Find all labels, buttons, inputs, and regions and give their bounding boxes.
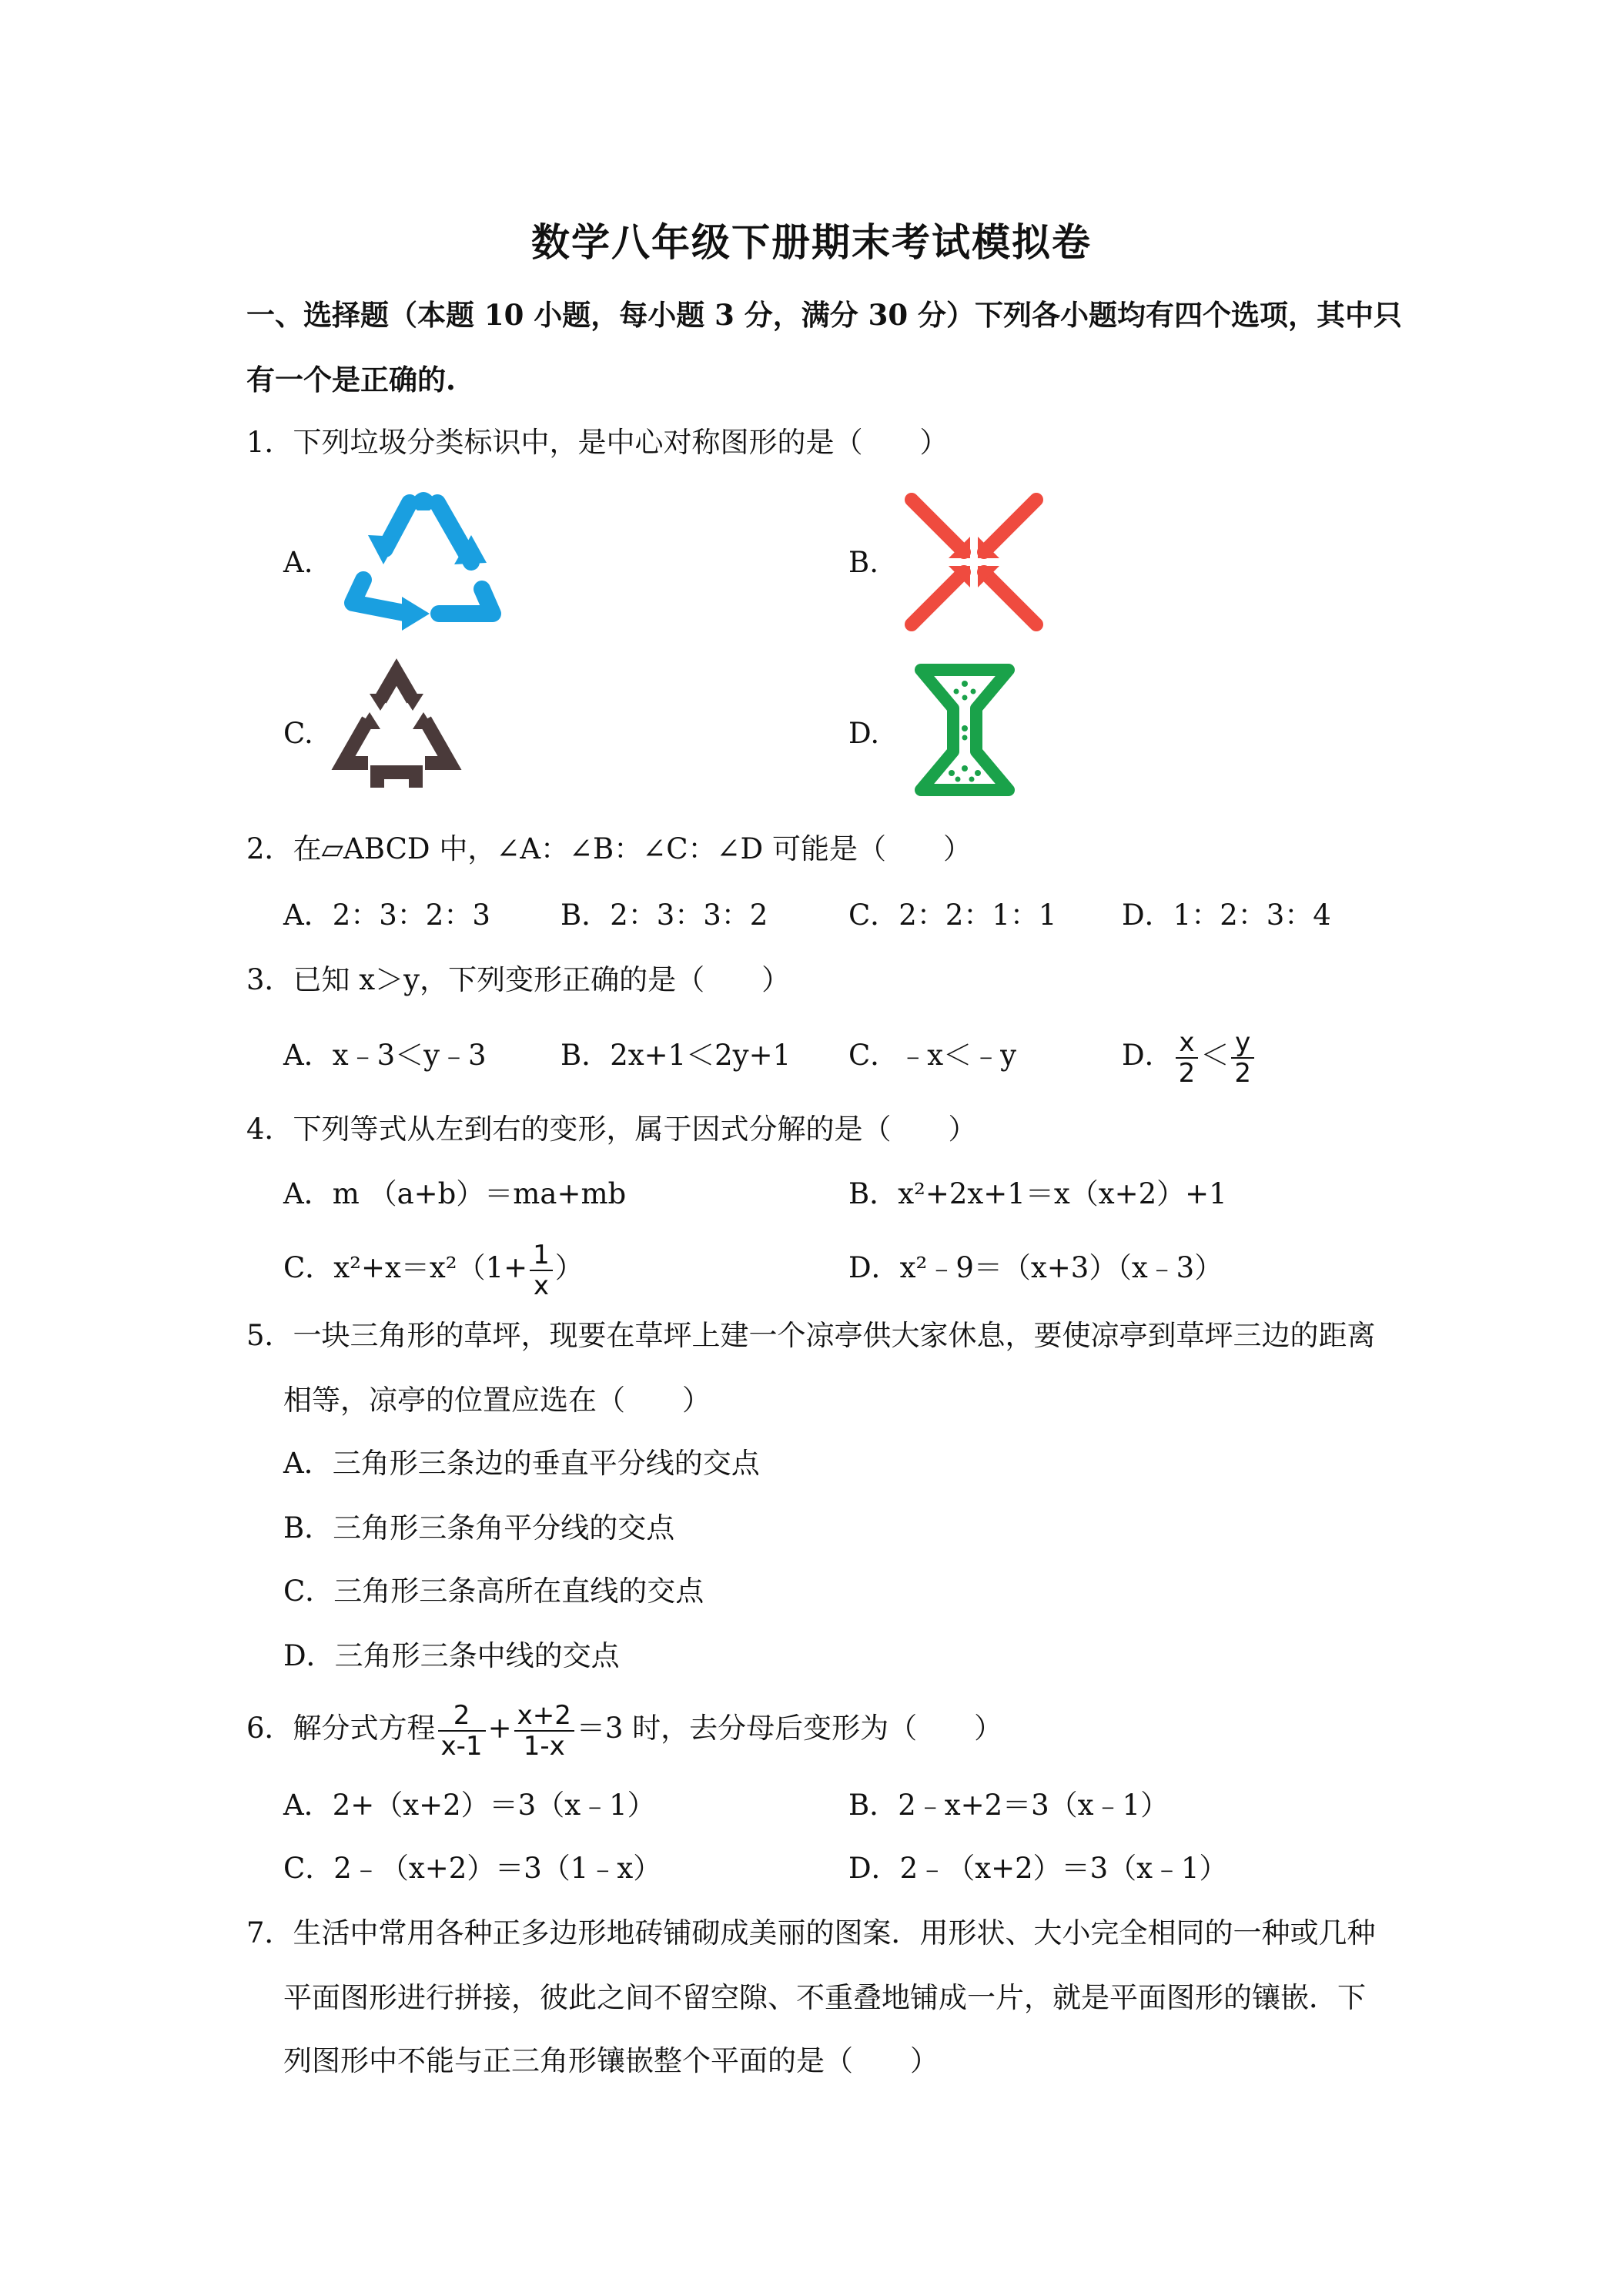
q2-option-c: C．2：2：1：1 (848, 899, 1057, 932)
q3-option-c: C．﹣x＜﹣y (848, 1039, 1017, 1072)
q1-option-a-label: A. (283, 546, 313, 579)
question-4-stem: 4．下列等式从左到右的变形，属于因式分解的是（ ） (246, 1113, 977, 1146)
question-7-line1: 7．生活中常用各种正多边形地砖铺砌成美丽的图案．用形状、大小完全相同的一种或几种 (246, 1916, 1376, 1950)
fraction-1-over-x: $\frac{1}{x}$ (530, 1240, 553, 1300)
fraction-x-plus-2-over-1-minus-x: $\frac{x+2}{1-x}$ (514, 1701, 574, 1761)
hourglass-green-icon (907, 661, 1022, 799)
fraction-2-over-x-minus-1: $\frac{2}{x-1}$ (438, 1701, 486, 1761)
q3-option-a: A．x﹣3＜y﹣3 (283, 1039, 487, 1072)
q3-option-b: B．2x+1＜2y+1 (561, 1039, 791, 1072)
q6-option-b: B．2﹣x+2＝3（x﹣1） (848, 1789, 1170, 1822)
q4-option-c: C．x²+x＝x²（1+ $\frac{1}{x}$ ） (283, 1239, 584, 1301)
q5-option-b: B．三角形三条角平分线的交点 (283, 1511, 675, 1545)
q5-option-a: A．三角形三条边的垂直平分线的交点 (283, 1447, 760, 1480)
question-7-line2: 平面图形进行拼接，彼此之间不留空隙、不重叠地铺成一片，就是平面图形的镶嵌．下 (283, 1981, 1366, 2014)
question-5-line1: 5．一块三角形的草坪，现要在草坪上建一个凉亭供大家休息，要使凉亭到草坪三边的距离 (246, 1319, 1376, 1352)
q1-option-c-label: C. (283, 717, 313, 750)
page-title: 数学八年级下册期末考试模拟卷 (531, 219, 1092, 265)
q4-option-d: D．x²﹣9＝（x+3）（x﹣3） (848, 1251, 1223, 1284)
q6-option-c: C．2﹣（x+2）＝3（1﹣x） (283, 1852, 662, 1885)
question-5-line2: 相等，凉亭的位置应选在（ ） (283, 1384, 711, 1417)
section-instructions-line1: 一、选择题（本题 10 小题，每小题 3 分，满分 30 分）下列各小题均有四个选项，其中只 (246, 298, 1403, 332)
q5-option-d: D．三角形三条中线的交点 (283, 1639, 620, 1672)
q3-option-d (1122, 1024, 1257, 1088)
question-2-stem: 2．在▱ABCD 中，∠A：∠B：∠C：∠D 可能是（ ） (246, 832, 972, 865)
q2-option-b: B．2：3：3：2 (561, 899, 768, 932)
q6-option-d: D．2﹣（x+2）＝3（x﹣1） (848, 1852, 1228, 1885)
q1-option-b-label: B. (848, 546, 878, 579)
less-than-sign: ＜ (1200, 1039, 1230, 1072)
recycle-triangle-blue-icon (339, 481, 508, 631)
q1-option-d-label: D. (848, 717, 880, 750)
q2-option-a: A．2：3：2：3 (283, 899, 490, 932)
question-6-stem: 6．解分式方程 $\frac{2}{x-1}$ + $\frac{x+2}{1-x}$ ＝3 时，去分母后变形为（ ） (246, 1699, 1003, 1762)
question-3-stem: 3．已知 x＞y，下列变形正确的是（ ） (246, 963, 791, 996)
q4-option-a: A．m （a+b）＝ma+mb (283, 1177, 627, 1210)
recycle-triangle-dark-icon (331, 658, 462, 797)
q2-option-d: D．1：2：3：4 (1122, 899, 1331, 932)
question-1-stem: 1．下列垃圾分类标识中，是中心对称图形的是（ ） (246, 426, 949, 459)
fraction-y-over-2: $\frac{y}{2}$ (1231, 1028, 1254, 1088)
four-arrows-inward-red-icon (901, 489, 1047, 635)
q4-option-b: B．x²+2x+1＝x（x+2）+1 (848, 1177, 1227, 1210)
fraction-x-over-2: $\frac{x}{2}$ (1176, 1028, 1199, 1088)
question-7-line3: 列图形中不能与正三角形镶嵌整个平面的是（ ） (283, 2044, 939, 2077)
q5-option-c: C．三角形三条高所在直线的交点 (283, 1575, 704, 1608)
q6-option-a: A．2+（x+2）＝3（x﹣1） (283, 1789, 656, 1822)
section-instructions-line2: 有一个是正确的. (246, 363, 456, 397)
q3-option-d-label: D． (1122, 1039, 1173, 1072)
